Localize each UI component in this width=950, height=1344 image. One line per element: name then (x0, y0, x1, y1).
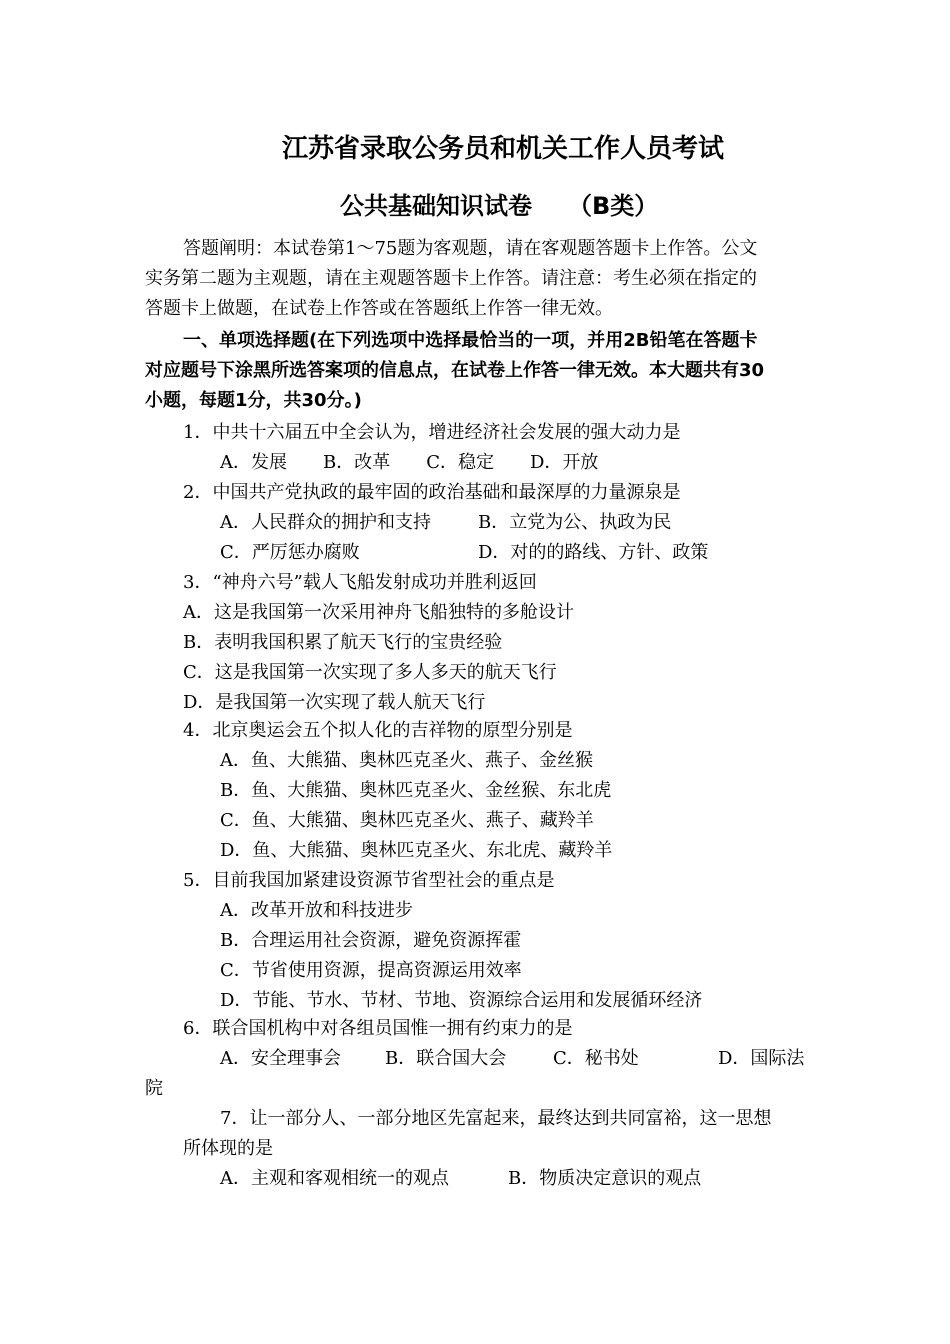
q2-option-c: C．严厉惩办腐败 (220, 542, 360, 563)
q6-option-c: C．秘书处 (553, 1048, 639, 1069)
q6-option-a: A．安全理事会 (220, 1048, 341, 1069)
q4-stem: 4．北京奥运会五个拟人化的吉祥物的原型分别是 (183, 720, 573, 741)
q6-stem: 6．联合国机构中对各组员国惟一拥有约束力的是 (183, 1018, 573, 1039)
q7-stem-line-1: 7．让一部分人、一部分地区先富起来，最终达到共同富裕，这一思想 (220, 1108, 772, 1129)
q6-option-d: D．国际法 (718, 1048, 805, 1069)
subtitle: 公共基础知识试卷 （B类） (340, 192, 659, 220)
q4-option-c: C．鱼、大熊猫、奥林匹克圣火、燕子、藏羚羊 (220, 810, 594, 831)
q3-option-d: D．是我国第一次实现了载人航天飞行 (183, 692, 486, 713)
section-heading-line-2: 对应题号下涂黑所选答案项的信息点，在试卷上作答一律无效。本大题共有30 (145, 360, 765, 381)
q6-option-b: B．联合国大会 (385, 1048, 507, 1069)
q2-option-a: A．人民群众的拥护和支持 (220, 512, 431, 533)
q3-option-b: B．表明我国积累了航天飞行的宝贵经验 (183, 632, 503, 653)
q5-option-c: C．节省使用资源，提高资源运用效率 (220, 960, 522, 981)
instructions-line-3: 答题卡上做题，在试卷上作答或在答题纸上作答一律无效。 (145, 298, 613, 319)
q3-stem: 3．“神舟六号”载人飞船发射成功并胜利返回 (183, 572, 537, 593)
q2-option-d: D．对的的路线、方针、政策 (478, 542, 709, 563)
section-heading-text: 一、单项选择题(在下列选项中选择最恰当的一项，并用2B铅笔在答题卡 (183, 330, 758, 351)
q7-option-a: A．主观和客观相统一的观点 (220, 1168, 449, 1189)
q5-option-b: B．合理运用社会资源，避免资源挥霍 (220, 930, 522, 951)
section-heading-line-3: 小题，每题1分，共30分。) (145, 390, 362, 411)
q4-option-a: A．鱼、大熊猫、奥林匹克圣火、燕子、金丝猴 (220, 750, 593, 771)
instructions-line-1: 答题阐明：本试卷第1～75题为客观题，请在客观题答题卡上作答。公文 (183, 238, 758, 259)
q2-option-b: B．立党为公、执政为民 (478, 512, 672, 533)
q4-option-d: D．鱼、大熊猫、奥林匹克圣火、东北虎、藏羚羊 (220, 840, 613, 861)
q5-option-a: A．改革开放和科技进步 (220, 900, 413, 921)
q5-option-d: D．节能、节水、节材、节地、资源综合运用和发展循环经济 (220, 990, 703, 1011)
q3-option-a: A．这是我国第一次采用神舟飞船独特的多舱设计 (183, 602, 574, 623)
q7-option-b: B．物质决定意识的观点 (508, 1168, 702, 1189)
q4-option-b: B．鱼、大熊猫、奥林匹克圣火、金丝猴、东北虎 (220, 780, 612, 801)
q1-stem: 1．中共十六届五中全会认为，增进经济社会发展的强大动力是 (183, 422, 681, 443)
q2-stem: 2．中国共产党执政的最牢固的政治基础和最深厚的力量源泉是 (183, 482, 681, 503)
q5-stem: 5．目前我国加紧建设资源节省型社会的重点是 (183, 870, 555, 891)
q6-option-d-wrap: 院 (145, 1078, 163, 1099)
section-heading-line-1 (183, 328, 757, 354)
q3-option-c: C．这是我国第一次实现了多人多天的航天飞行 (183, 662, 557, 683)
q7-stem-line-2: 所体现的是 (183, 1138, 273, 1159)
instructions-line-2: 实务第二题为主观题，请在主观题答题卡上作答。请注意：考生必须在指定的 (145, 268, 757, 289)
q1-options: A．发展 B．改革 C．稳定 D．开放 (220, 452, 599, 473)
title: 江苏省录取公务员和机关工作人员考试 (282, 134, 725, 164)
